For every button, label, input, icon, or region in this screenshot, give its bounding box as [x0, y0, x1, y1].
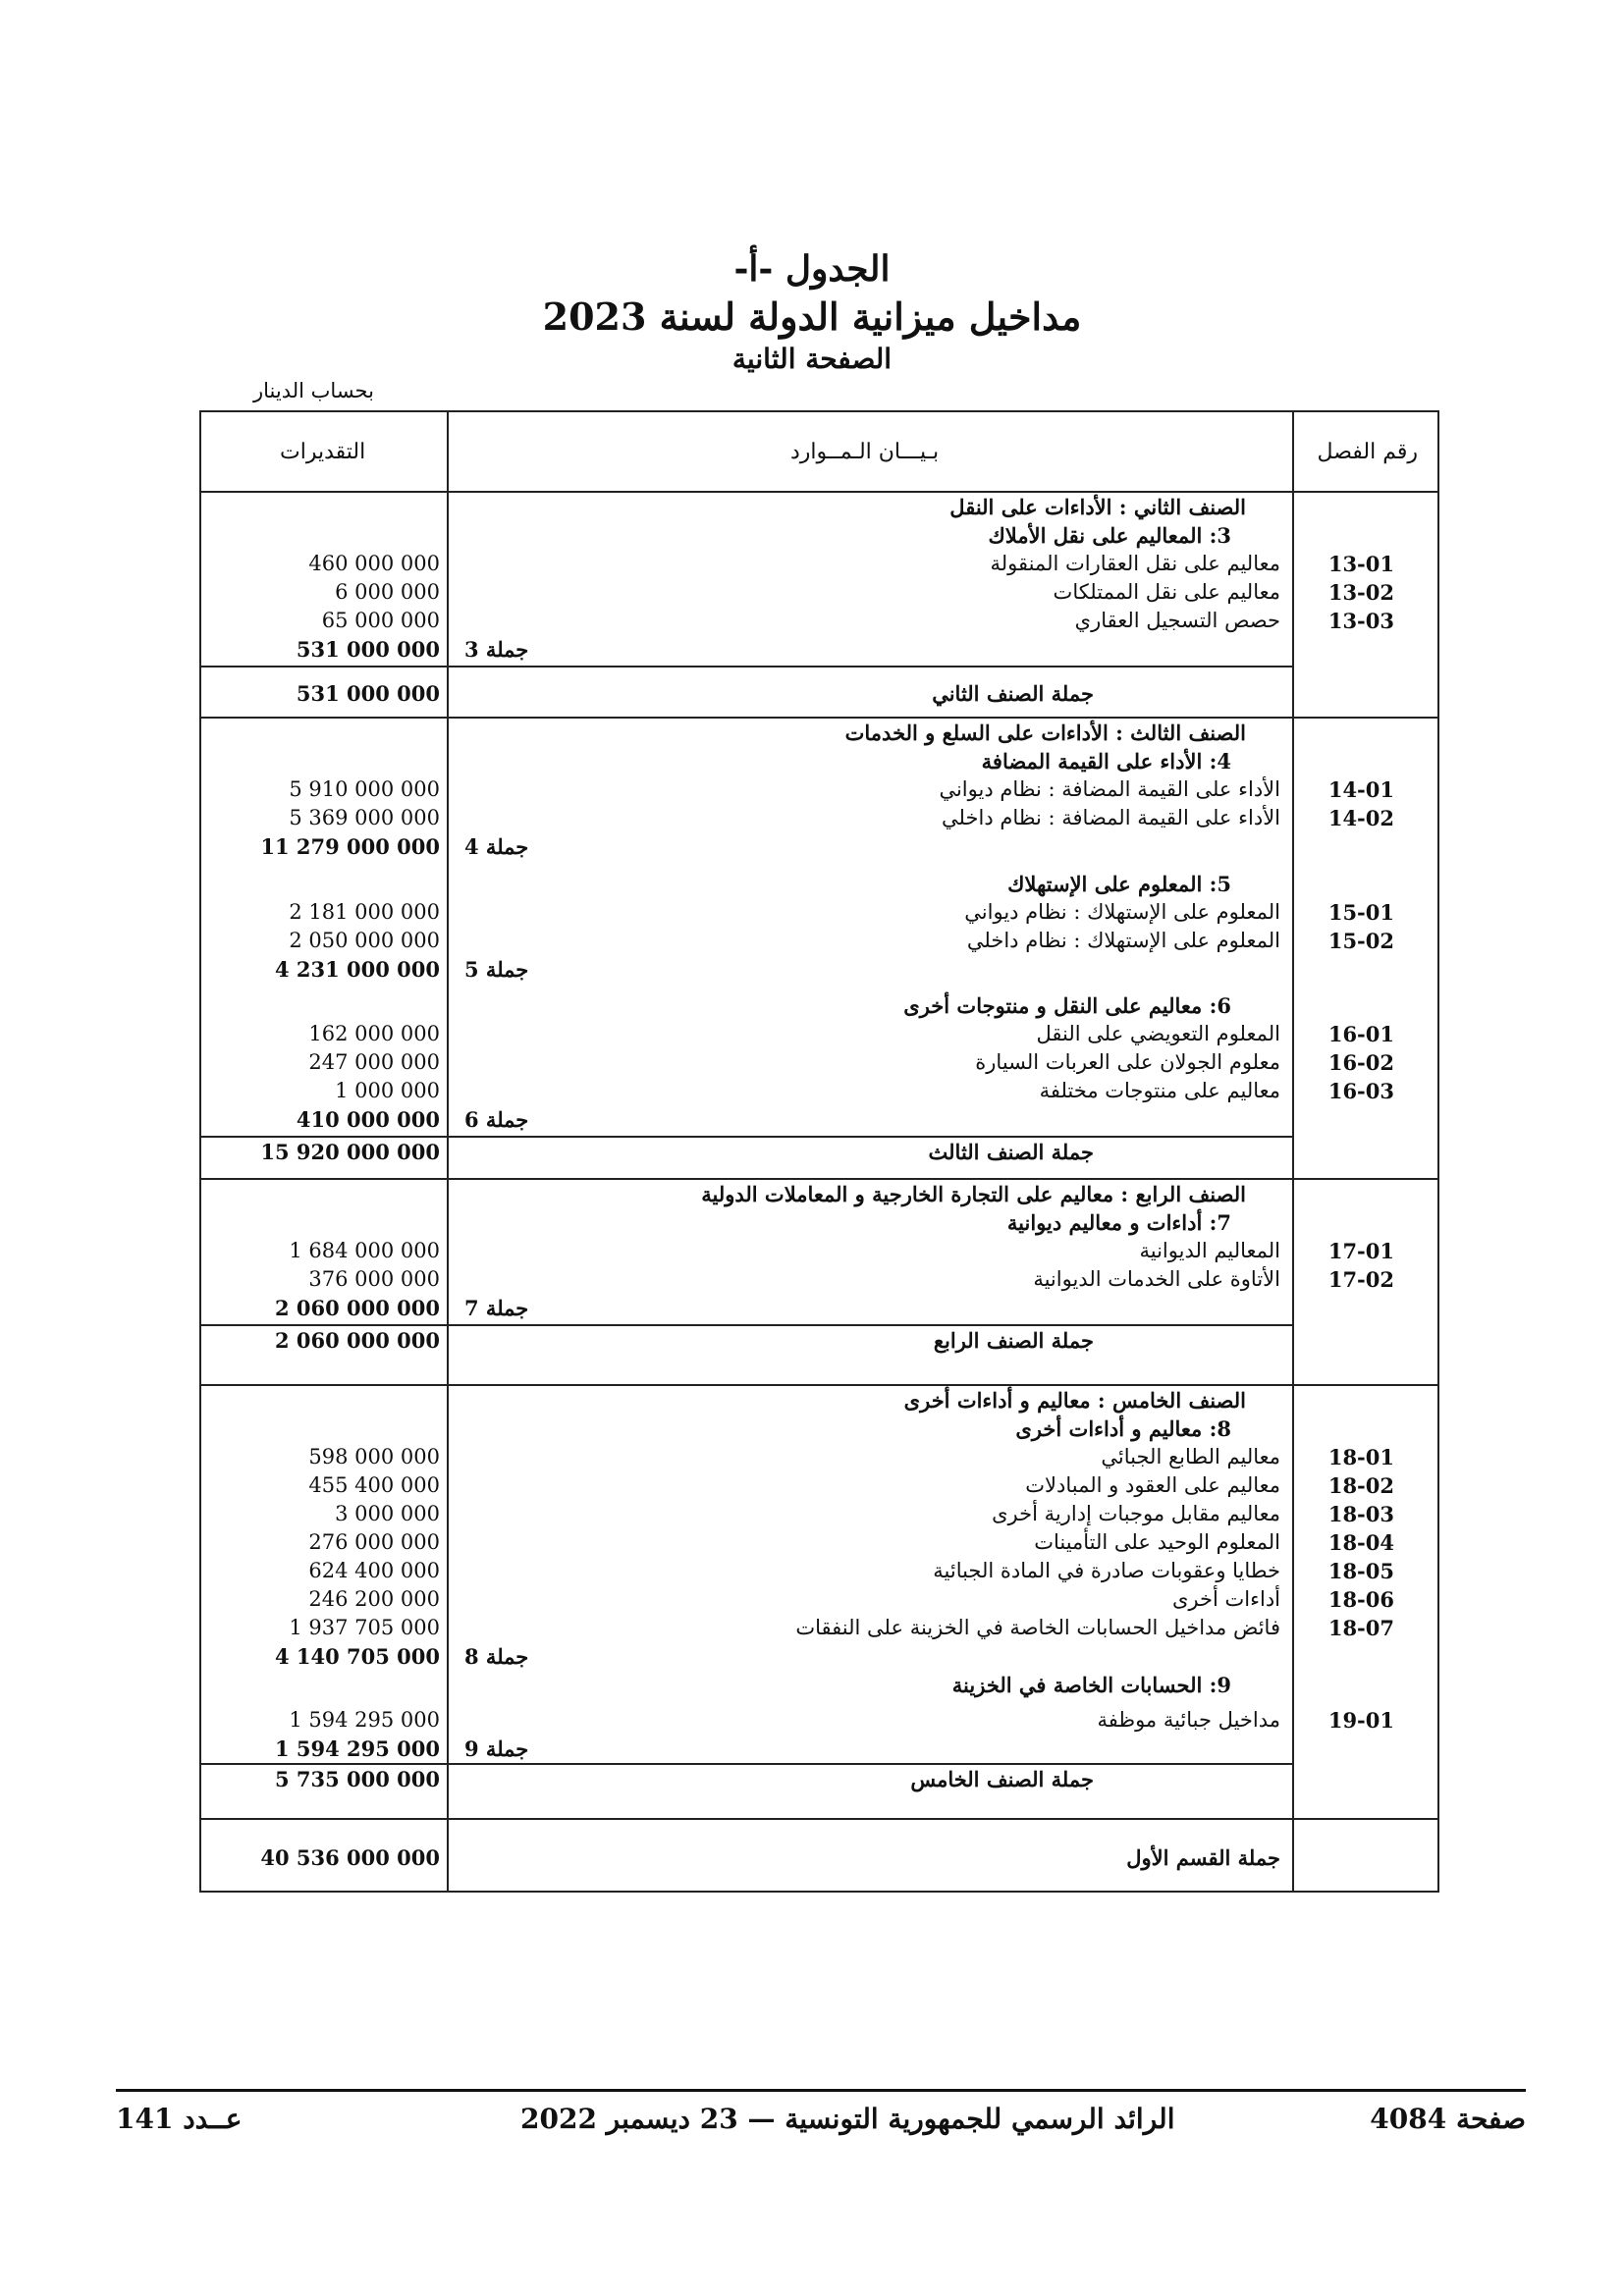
subtotal-row	[201, 635, 1437, 664]
item-amount: 246 200 000	[308, 1587, 440, 1611]
class-total-amount: 15 920 000 000	[260, 1140, 440, 1164]
item-description: خطايا وعقوبات صادرة في المادة الجبائية	[933, 1559, 1280, 1582]
subtotal-amount: 531 000 000	[296, 637, 440, 662]
subtotal-amount: 410 000 000	[296, 1107, 440, 1132]
class-total-label: جملة الصنف الخامس	[910, 1767, 1094, 1791]
grand-total-label: جملة القسم الأول	[1126, 1845, 1280, 1870]
subtotal-row	[201, 1105, 1437, 1134]
item-description: المعلوم التعويضي على النقل	[1036, 1022, 1280, 1045]
header-estimates: التقديرات	[280, 440, 366, 464]
item-amount: 1 937 705 000	[289, 1616, 440, 1639]
class-title-row	[201, 719, 1437, 747]
item-amount: 6 000 000	[335, 580, 440, 604]
subtotal-label: جملة 7	[464, 1296, 529, 1320]
item-description: الأداء على القيمة المضافة : نظام ديواني	[939, 777, 1280, 801]
class-title: الصنف الثالث : الأداءات على السلع و الخدمات	[844, 721, 1246, 745]
item-description: المعلوم على الإستهلاك : نظام ديواني	[964, 900, 1280, 924]
item-code: 18-02	[1327, 1473, 1394, 1498]
table-row	[201, 550, 1437, 578]
category-title-row	[201, 747, 1437, 775]
item-description: المعلوم على الإستهلاك : نظام داخلي	[966, 929, 1280, 952]
category-title-row	[201, 1415, 1437, 1443]
item-description: معاليم الطابع الجبائي	[1101, 1445, 1280, 1468]
table-row	[201, 775, 1437, 804]
row-divider	[201, 666, 1292, 667]
subtotal-row	[201, 955, 1437, 984]
item-code: 15-02	[1327, 929, 1394, 953]
table-row	[201, 1265, 1437, 1294]
table-row	[201, 1557, 1437, 1585]
page-subtitle: الصفحة الثانية	[731, 343, 893, 375]
budget-table	[199, 410, 1439, 1893]
subtotal-label: جملة 6	[464, 1107, 529, 1132]
grand-total-row	[201, 1843, 1437, 1872]
subtotal-row	[201, 1642, 1437, 1671]
category-title: 3: المعاليم على نقل الأملاك	[988, 523, 1231, 548]
subtotal-label: جملة 8	[464, 1644, 529, 1669]
item-code: 15-01	[1327, 900, 1394, 925]
item-amount: 376 000 000	[308, 1267, 440, 1291]
journal-name-date: الرائد الرسمي للجمهورية التونسية — 23 ديسمبر 2022	[520, 2103, 1175, 2135]
item-amount: 1 684 000 000	[289, 1239, 440, 1262]
page-header	[0, 245, 1624, 377]
class-title-row	[201, 1180, 1437, 1208]
category-title: 8: معاليم و أداءات أخرى	[1015, 1416, 1231, 1441]
item-description: معاليم مقابل موجبات إدارية أخرى	[992, 1502, 1280, 1525]
item-code: 16-01	[1327, 1022, 1394, 1046]
category-title: 5: المعلوم على الإستهلاك	[1007, 872, 1231, 896]
item-amount: 1 000 000	[335, 1079, 440, 1102]
class-total-amount: 5 735 000 000	[274, 1767, 440, 1791]
section-divider	[201, 1818, 1437, 1820]
table-subtitle: مداخيل ميزانية الدولة لسنة 2023	[542, 294, 1082, 339]
subtotal-label: جملة 3	[464, 637, 529, 662]
table-row	[201, 1020, 1437, 1048]
class-total-amount: 2 060 000 000	[274, 1328, 440, 1353]
class-title: الصنف الثاني : الأداءات على النقل	[949, 495, 1246, 519]
class-title: الصنف الرابع : معاليم على التجارة الخارجية و المعاملات الدولية	[701, 1182, 1246, 1206]
subtotal-amount: 1 594 295 000	[274, 1736, 440, 1761]
subtotal-amount: 2 060 000 000	[274, 1296, 440, 1320]
item-code: 14-02	[1327, 806, 1394, 830]
item-description: مداخيل جبائية موظفة	[1097, 1708, 1280, 1732]
subtotal-label: جملة 4	[464, 834, 529, 859]
item-code: 14-01	[1327, 777, 1394, 802]
item-amount: 247 000 000	[308, 1050, 440, 1074]
class-total-label: جملة الصنف الثالث	[928, 1140, 1094, 1164]
class-total-row	[201, 1138, 1437, 1166]
subtotal-label: جملة 9	[464, 1736, 529, 1761]
table-row	[201, 1585, 1437, 1614]
item-amount: 276 000 000	[308, 1530, 440, 1554]
item-amount: 598 000 000	[308, 1445, 440, 1468]
class-total-label: جملة الصنف الرابع	[933, 1328, 1094, 1353]
item-amount: 1 594 295 000	[289, 1708, 440, 1732]
item-code: 18-01	[1327, 1445, 1394, 1469]
item-description: الأتاوة على الخدمات الديوانية	[1033, 1267, 1280, 1291]
subtotal-row	[201, 1735, 1437, 1763]
class-total-amount: 531 000 000	[296, 681, 440, 706]
class-title: الصنف الخامس : معاليم و أداءات أخرى	[903, 1388, 1246, 1413]
class-title-row	[201, 1386, 1437, 1415]
class-title-row	[201, 493, 1437, 521]
table-row	[201, 1528, 1437, 1557]
subtotal-amount: 11 279 000 000	[260, 834, 440, 859]
item-code: 18-03	[1327, 1502, 1394, 1526]
table-row	[201, 1614, 1437, 1642]
item-code: 18-07	[1327, 1616, 1394, 1640]
class-total-row	[201, 1765, 1437, 1793]
category-title: 6: معاليم على النقل و منتوجات أخرى	[903, 993, 1231, 1018]
subtotal-row	[201, 832, 1437, 861]
item-description: معاليم على العقود و المبادلات	[1025, 1473, 1280, 1497]
item-code: 17-01	[1327, 1239, 1394, 1263]
item-description: المعلوم الوحيد على التأمينات	[1034, 1530, 1280, 1554]
category-title-row	[201, 991, 1437, 1020]
item-code: 17-02	[1327, 1267, 1394, 1292]
item-code: 16-03	[1327, 1079, 1394, 1103]
footer-divider	[116, 2089, 1526, 2092]
item-code: 18-04	[1327, 1530, 1394, 1555]
item-description: المعاليم الديوانية	[1139, 1239, 1280, 1262]
item-code: 19-01	[1327, 1708, 1394, 1733]
grand-total-amount: 40 536 000 000	[260, 1845, 440, 1870]
table-row	[201, 607, 1437, 635]
item-amount: 455 400 000	[308, 1473, 440, 1497]
category-title: 7: أداءات و معاليم ديوانية	[1006, 1210, 1231, 1235]
table-row	[201, 1237, 1437, 1265]
table-row	[201, 1500, 1437, 1528]
item-description: معاليم على نقل الممتلكات	[1053, 580, 1280, 604]
item-amount: 5 910 000 000	[289, 777, 440, 801]
class-total-label: جملة الصنف الثاني	[932, 681, 1094, 706]
item-code: 13-02	[1327, 580, 1394, 605]
item-code: 18-05	[1327, 1559, 1394, 1583]
class-total-row	[201, 1326, 1437, 1355]
item-amount: 65 000 000	[321, 609, 440, 632]
item-description: معاليم على منتوجات مختلفة	[1039, 1079, 1280, 1102]
category-title-row	[201, 870, 1437, 898]
item-amount: 3 000 000	[335, 1502, 440, 1525]
item-code: 18-06	[1327, 1587, 1394, 1612]
subtotal-amount: 4 231 000 000	[274, 957, 440, 982]
item-code: 16-02	[1327, 1050, 1394, 1075]
item-description: حصص التسجيل العقاري	[1074, 609, 1280, 632]
subtotal-amount: 4 140 705 000	[274, 1644, 440, 1669]
page-number: صفحة 4084	[1370, 2103, 1526, 2135]
item-description: معلوم الجولان على العربات السيارة	[975, 1050, 1280, 1074]
item-code: 13-03	[1327, 609, 1394, 633]
item-amount: 460 000 000	[308, 552, 440, 575]
issue-number: عــدد 141	[116, 2103, 243, 2135]
item-description: أداءات أخرى	[1171, 1587, 1280, 1611]
header-chapter: رقم الفصل	[1317, 440, 1418, 464]
category-title-row	[201, 521, 1437, 550]
subtotal-label: جملة 5	[464, 957, 529, 982]
subtotal-row	[201, 1294, 1437, 1322]
item-amount: 162 000 000	[308, 1022, 440, 1045]
category-title-row	[201, 1671, 1437, 1699]
category-title: 4: الأداء على القيمة المضافة	[981, 749, 1231, 774]
table-row	[201, 1471, 1437, 1500]
category-title: 9: الحسابات الخاصة في الخزينة	[951, 1673, 1231, 1697]
item-code: 13-01	[1327, 552, 1394, 576]
item-amount: 2 181 000 000	[289, 900, 440, 924]
table-row	[201, 927, 1437, 955]
class-total-row	[201, 679, 1437, 708]
item-amount: 5 369 000 000	[289, 806, 440, 829]
table-row	[201, 1706, 1437, 1735]
category-title-row	[201, 1208, 1437, 1237]
table-row	[201, 1048, 1437, 1077]
item-description: فائض مداخيل الحسابات الخاصة في الخزينة على النفقات	[795, 1616, 1280, 1639]
currency-unit: بحساب الدينار	[253, 379, 374, 402]
table-row	[201, 1443, 1437, 1471]
item-description: الأداء على القيمة المضافة : نظام داخلي	[942, 806, 1280, 829]
table-row	[201, 1077, 1437, 1105]
table-row	[201, 804, 1437, 832]
table-row	[201, 898, 1437, 927]
table-row	[201, 578, 1437, 607]
item-amount: 2 050 000 000	[289, 929, 440, 952]
header-resources: بـيـــان الـمــوارد	[790, 440, 940, 464]
item-description: معاليم على نقل العقارات المنقولة	[990, 552, 1280, 575]
table-title: الجدول -أ-	[733, 248, 891, 290]
item-amount: 624 400 000	[308, 1559, 440, 1582]
